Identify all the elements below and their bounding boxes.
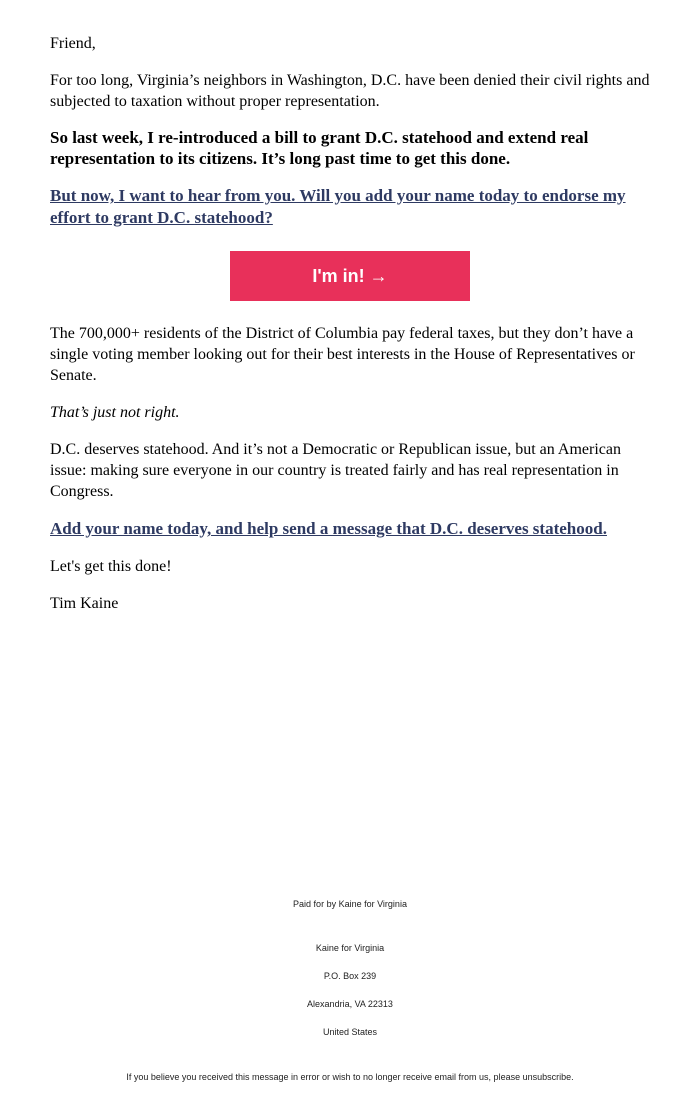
- italic-line: That’s just not right.: [50, 404, 180, 421]
- im-in-button[interactable]: I'm in! →: [230, 251, 470, 301]
- unsubscribe-link[interactable]: If you believe you received this message in error or wish to no longer receive email from us, please unsubscribe.: [126, 1072, 574, 1082]
- signature: Tim Kaine: [50, 595, 119, 612]
- footer-org-name: Kaine for Virginia: [315, 943, 385, 953]
- endorse-link[interactable]: But now, I want to hear from you. Will you add your name today to endorse my effort to grant D.C. statehood?: [50, 186, 626, 227]
- bold-statement: So last week, I re-introduced a bill to grant D.C. statehood and extend real representation to its citizens. It’s long past time to get this done.: [50, 128, 589, 168]
- issue-paragraph: D.C. deserves statehood. And it’s not a Democratic or Republican issue, but an American issue: making sure everyone in our country is treated fairly and has real representation in Congress.: [50, 441, 621, 500]
- salutation: Friend,: [50, 35, 96, 52]
- closing-line: Let's get this done!: [50, 558, 172, 575]
- message-content: [50, 33, 650, 614]
- endorse-paragraph: [50, 185, 650, 229]
- footer-country: United States: [322, 1027, 378, 1037]
- cta-container: [50, 251, 650, 301]
- add-name-paragraph: [50, 518, 650, 540]
- footer-city: Alexandria, VA 22313: [307, 999, 393, 1009]
- unsubscribe-notice: [0, 1071, 700, 1083]
- residents-paragraph: The 700,000+ residents of the District of Columbia pay federal taxes, but they don’t have a single voting member looking out for their best interests in the House of Representatives or Senate.: [50, 325, 635, 384]
- footer-po-box: P.O. Box 239: [323, 971, 377, 981]
- intro-paragraph: For too long, Virginia’s neighbors in Washington, D.C. have been denied their civil rights and subjected to taxation without proper representation.: [50, 72, 650, 110]
- add-name-link[interactable]: Add your name today, and help send a message that D.C. deserves statehood.: [50, 519, 607, 538]
- paid-for-disclaimer: Paid for by Kaine for Virginia: [293, 899, 407, 909]
